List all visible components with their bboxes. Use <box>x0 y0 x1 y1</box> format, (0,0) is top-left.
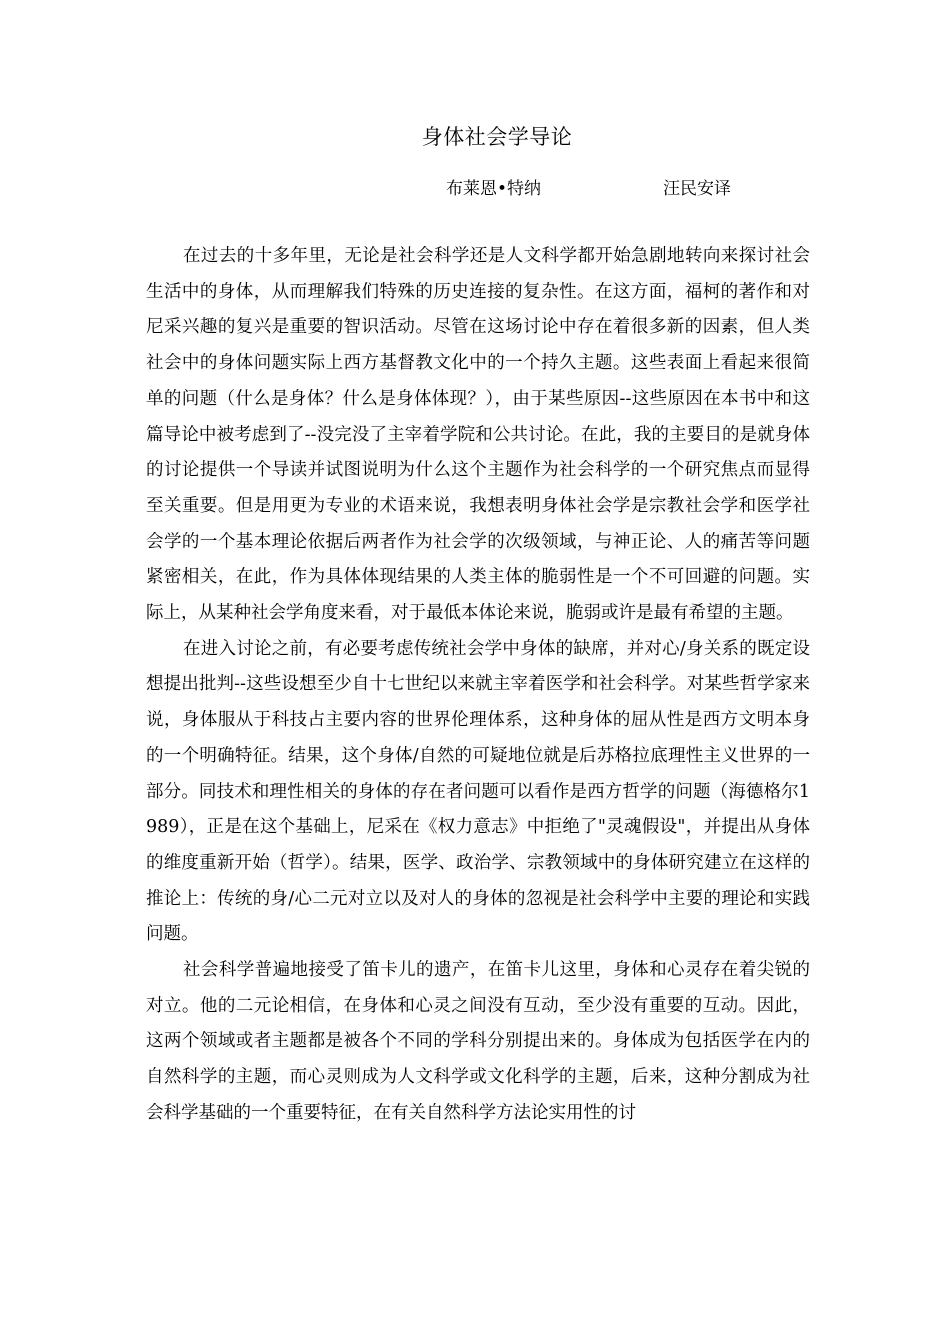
paragraph-2: 在进入讨论之前，有必要考虑传统社会学中身体的缺席，并对心/身关系的既定设想提出批判--这些设想至少自十七世纪以来就主宰着医学和社会科学。对某些哲学家来说，身体服从于科技占主要内容的世界伦理体系，这种身体的屈从性是西方文明本身的一个明确特征。结果，这个身体/自然的可疑地位就是后苏格拉底理性主义世界的一部分。同技术和理性相关的身体的存在者问题可以看作是西方哲学的问题（海德格尔1989），正是在这个基础上，尼采在《权力意志》中拒绝了"灵魂假设"，并提出从身体的维度重新开始（哲学）。结果，医学、政治学、宗教领域中的身体研究建立在这样的推论上：传统的身/心二元对立以及对人的身体的忽视是社会科学中主要的理论和实践问题。 <box>146 638 810 945</box>
author-name: 布莱恩•特纳 <box>446 179 542 199</box>
translator-name: 汪民安译 <box>663 179 731 199</box>
paragraph-1: 在过去的十多年里，无论是社会科学还是人文科学都开始急剧地转向来探讨社会生活中的身体，从而理解我们特殊的历史连接的复杂性。在这方面，福柯的著作和对尼采兴趣的复兴是重要的智识活动。尽管在这场讨论中存在着很多新的因素，但人类社会中的身体问题实际上西方基督教文化中的一个持久主题。这些表面上看起来很简单的问题（什么是身体？什么是身体体现？），由于某些原因--这些原因在本书中和这篇导论中被考虑到了--没完没了主宰着学院和公共讨论。在此，我的主要目的是就身体的讨论提供一个导读并试图说明为什么这个主题作为社会科学的一个研究焦点而显得至关重要。但是用更为专业的术语来说，我想表明身体社会学是宗教社会学和医学社会学的一个基本理论依据后两者作为社会学的次级领域，与神正论、人的痛苦等问题紧密相关，在此，作为具体体现结果的人类主体的脆弱性是一个不可回避的问题。实际上，从某种社会学角度来看，对于最低本体论来说，脆弱或许是最有希望的主题。 <box>146 246 810 624</box>
body-text <box>146 239 810 1132</box>
document-title: 身体社会学导论 <box>421 125 573 149</box>
paragraph-3: 社会科学普遍地接受了笛卡儿的遗产，在笛卡儿这里，身体和心灵存在着尖锐的对立。他的二元论相信，在身体和心灵之间没有互动，至少没有重要的互动。因此，这两个领域或者主题都是被各个不同的学科分别提出来的。身体成为包括医学在内的自然科学的主题，而心灵则成为人文科学或文化科学的主题，后来，这种分割成为社会科学基础的一个重要特征，在有关自然科学方法论实用性的讨 <box>146 960 810 1123</box>
